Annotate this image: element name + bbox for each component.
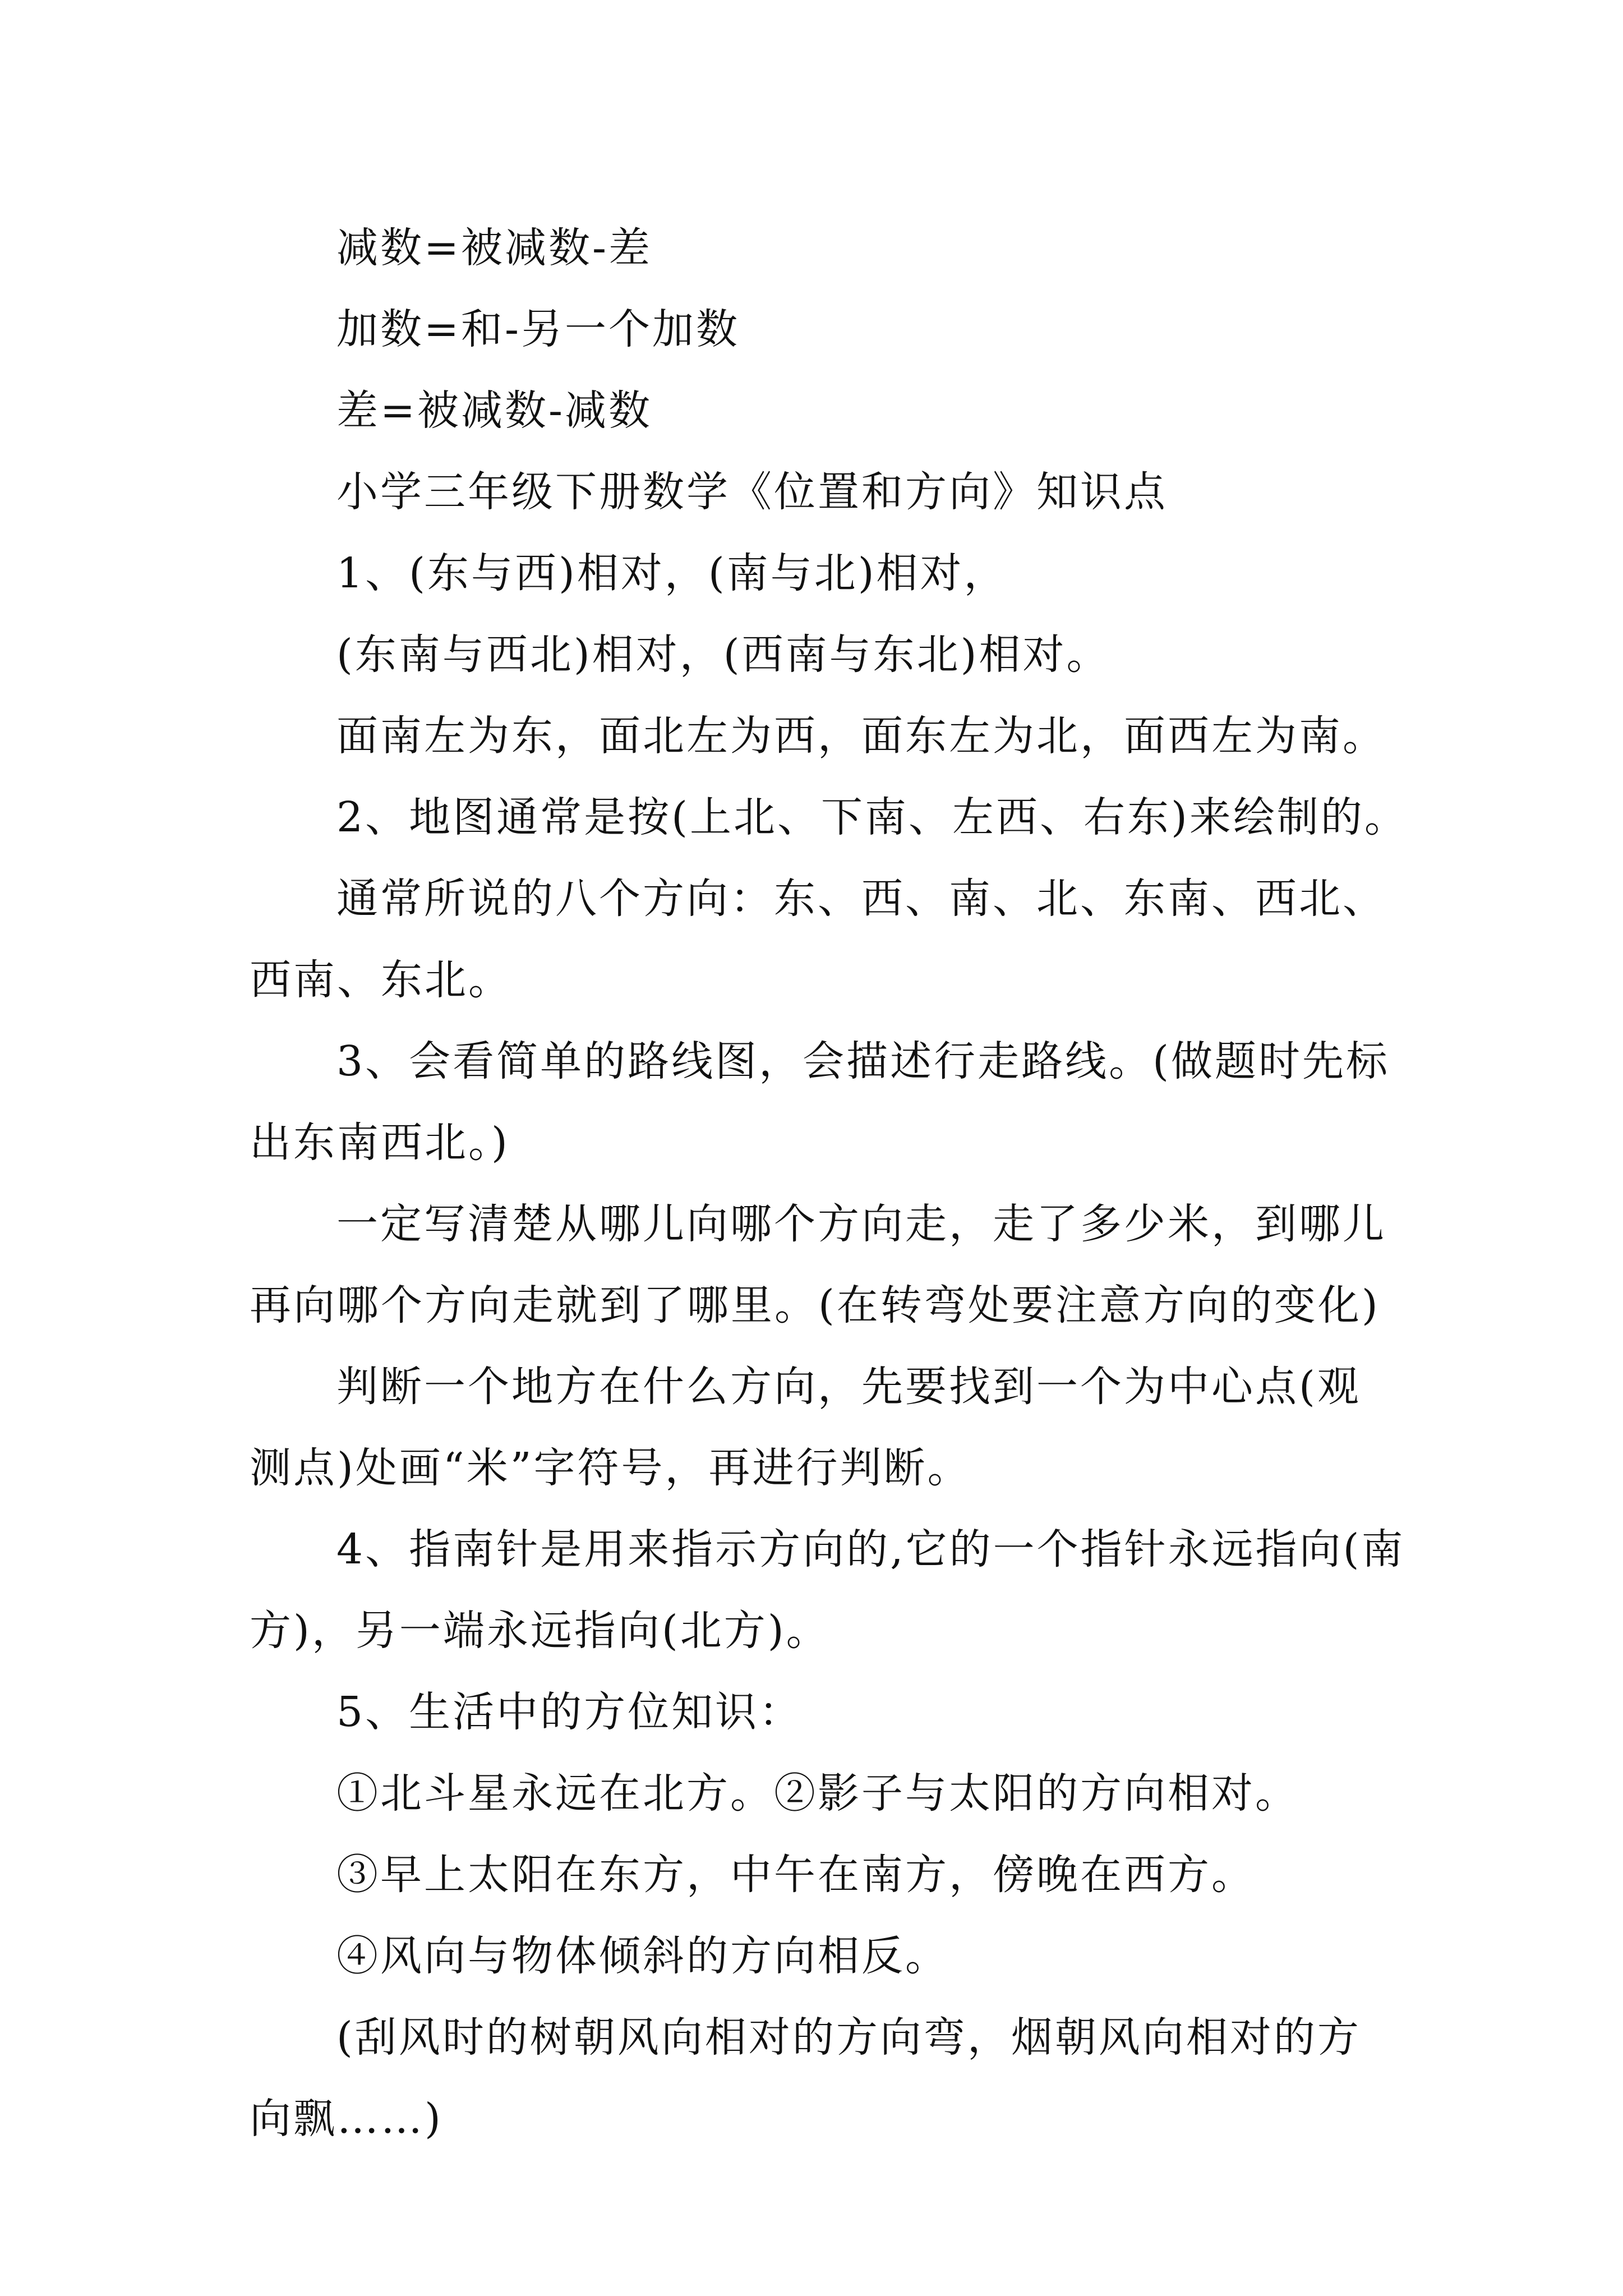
paragraph-line: 3、会看简单的路线图，会描述行走路线。(做题时先标	[336, 1037, 1390, 1085]
document-body	[250, 208, 1416, 2160]
formula-difference: 差=被减数-减数	[336, 386, 653, 435]
formula-addend: 加数=和-另一个加数	[336, 305, 740, 353]
paragraph-line: 面南左为东，面北左为西，面东左为北，面西左为南。	[336, 712, 1386, 760]
paragraph-line-continued: 向飘……)	[250, 2095, 443, 2143]
paragraph-line-continued: 方)，另一端永远指向(北方)。	[250, 1607, 830, 1655]
paragraph-line: 2、地图通常是按(上北、下南、左西、右东)来绘制的。	[336, 793, 1408, 841]
paragraph-line-continued: 西南、东北。	[250, 956, 512, 1004]
paragraph-line: (东南与西北)相对，(西南与东北)相对。	[336, 631, 1110, 679]
paragraph-line: 4、指南针是用来指示方向的,它的一个指针永远指向(南	[336, 1525, 1405, 1573]
paragraph-line: 1、(东与西)相对，(南与北)相对，	[336, 549, 1008, 597]
paragraph-line-continued: 测点)处画“米”字符号，再进行判断。	[250, 1444, 971, 1492]
paragraph-line: 通常所说的八个方向：东、西、南、北、东南、西北、	[336, 875, 1386, 923]
paragraph-line: (刮风时的树朝风向相对的方向弯，烟朝风向相对的方	[336, 2013, 1361, 2062]
paragraph-line: 判断一个地方在什么方向，先要找到一个为中心点(观	[336, 1363, 1361, 1411]
list-item: ③早上太阳在东方，中午在南方，傍晚在西方。	[336, 1851, 1255, 1899]
paragraph-line-continued: 出东南西北。)	[250, 1119, 510, 1167]
paragraph-line-continued: 再向哪个方向走就到了哪里。(在转弯处要注意方向的变化)	[250, 1281, 1380, 1329]
list-item: ④风向与物体倾斜的方向相反。	[336, 1932, 949, 1980]
list-item: ①北斗星永远在北方。②影子与太阳的方向相对。	[336, 1769, 1299, 1818]
section-heading: 小学三年级下册数学《位置和方向》知识点	[336, 468, 1168, 516]
paragraph-line: 一定写清楚从哪儿向哪个方向走，走了多少米，到哪儿	[336, 1200, 1386, 1248]
paragraph-line: 5、生活中的方位知识：	[336, 1688, 803, 1736]
formula-subtrahend: 减数=被减数-差	[336, 224, 653, 272]
